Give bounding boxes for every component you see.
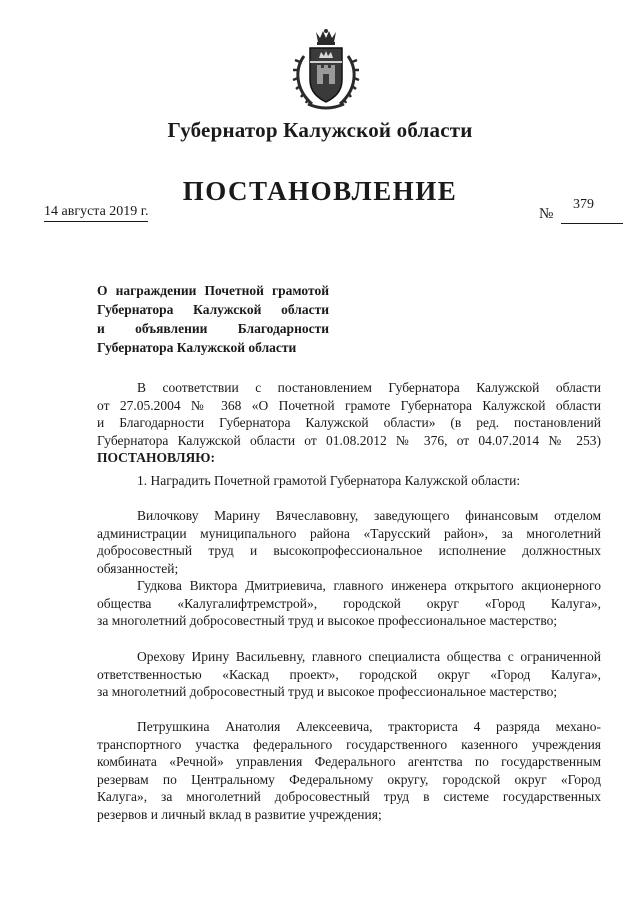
awardee-line: администрации муниципального района «Тарусский район», за многолетний [97, 525, 601, 541]
document-kind-heading: ПОСТАНОВЛЕНИЕ [182, 176, 458, 206]
item-1-heading: 1. Наградить Почетной грамотой Губернатора Калужской области: [137, 473, 521, 488]
number-sign: № [539, 206, 554, 222]
decree-word: ПОСТАНОВЛЯЮ: [97, 450, 215, 465]
document-number-field [539, 197, 625, 225]
awardee-paragraph [97, 718, 601, 823]
subject-line: О награждении Почетной грамотой [97, 283, 329, 298]
subject-line: Губернатора Калужской области [97, 302, 329, 317]
awardee-paragraph [97, 507, 601, 577]
preamble-line: В соответствии с постановлением Губернатора Калужской области [137, 380, 601, 395]
coat-of-arms-icon [290, 28, 362, 112]
awardee-line: транспортного участка федерального государственного казенного учреждения [97, 736, 601, 752]
authority-title: Губернатор Калужской области [167, 118, 473, 142]
awardee-line: резервов и личный вклад в развитие учреждения; [97, 806, 382, 822]
preamble-paragraph [97, 379, 601, 467]
document-date: 14 августа 2019 г. [44, 204, 148, 222]
awardee-line: за многолетний добросовестный труд и высокое профессиональное мастерство; [97, 684, 558, 699]
awardee-line: Вилочкову Марину Вячеславовну, заведующего финансовым отделом [137, 508, 601, 523]
awardee-paragraph [97, 648, 601, 701]
awardee-line: Калуга», за многолетний добросовестный труд в системе государственных [97, 789, 601, 804]
preamble-line: Губернатора Калужской области от 01.08.2012 № 376, от 04.07.2014 № 253) [97, 432, 601, 448]
awardee-line: Орехову Ирину Васильевну, главного специалиста общества с ограниченной [137, 649, 601, 664]
preamble-line: от 27.05.2004 № 368 «О Почетной грамоте Губернатора Калужской области [97, 397, 601, 413]
awardee-line: резервам по Центральному Федеральному округу, городской округ «Город [97, 771, 601, 787]
awardee-line: ответственностью «Каскад проект», городской округ «Город Калуга», [97, 666, 601, 682]
subject-line: Губернатора Калужской области [97, 340, 297, 355]
document-subject [97, 281, 329, 357]
awardee-line: комбината «Речной» управления Федерального агентства по государственным [97, 754, 601, 769]
awardee-paragraph [97, 577, 601, 630]
awardee-line: Гудкова Виктора Дмитриевича, главного инженера открытого акционерного [137, 578, 601, 593]
awardee-line: общества «Калугалифтремстрой», городской округ «Город Калуга», [97, 595, 601, 611]
document-number: 379 [573, 197, 594, 212]
awardee-line: обязанностей; [97, 560, 179, 576]
awardee-line: за многолетний добросовестный труд и высокое профессиональное мастерство; [97, 613, 558, 628]
awardee-line: добросовестный труд и высокопрофессиональное исполнение должностных [97, 543, 601, 558]
number-underline [561, 223, 623, 224]
awardee-line: Петрушкина Анатолия Алексеевича, тракториста 4 разряда механо- [137, 719, 601, 734]
preamble-line: и Благодарности Губернатора Калужской области» (в ред. постановлений [97, 415, 601, 430]
subject-line: и объявлении Благодарности [97, 321, 329, 336]
